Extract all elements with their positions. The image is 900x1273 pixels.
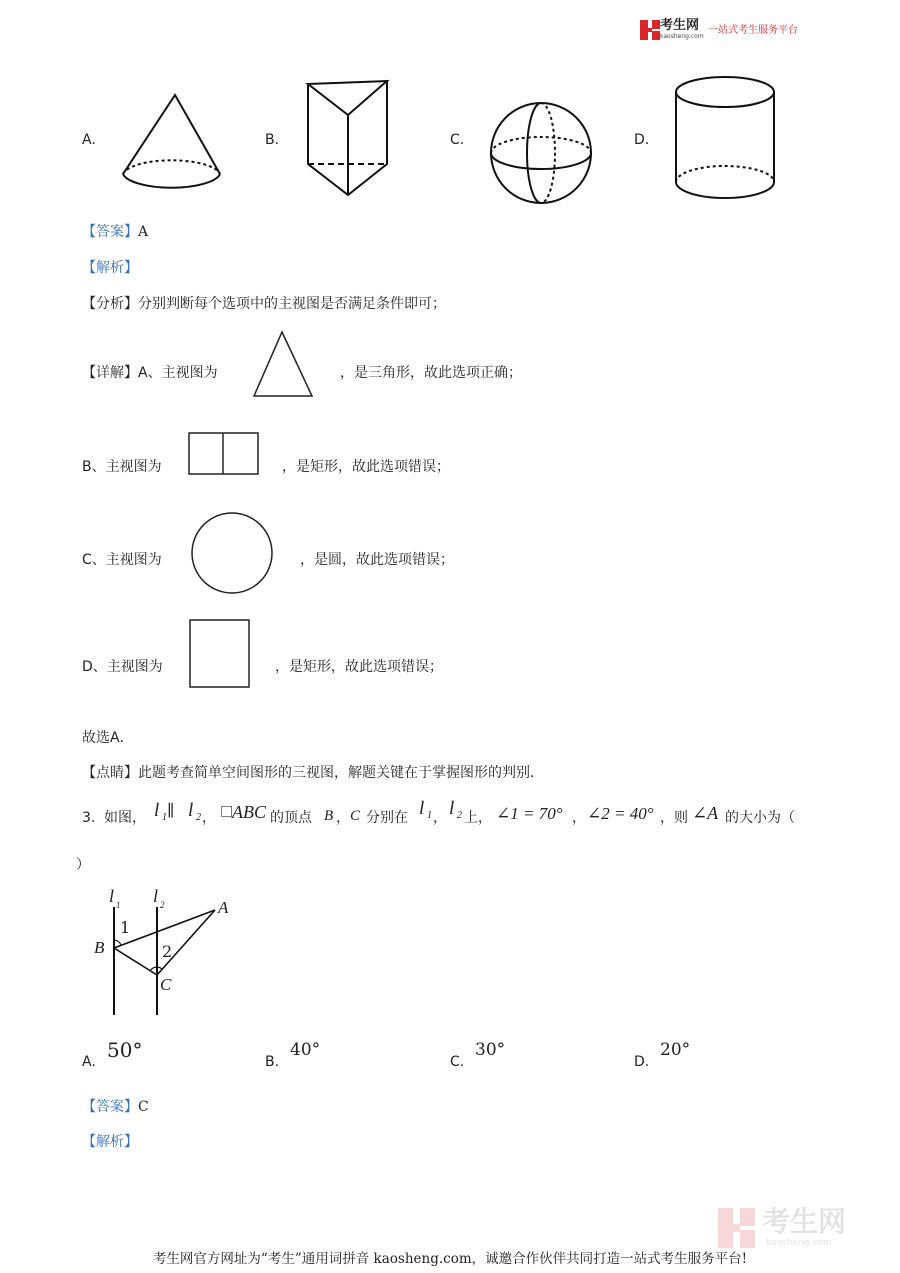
header-logo: [640, 18, 810, 42]
q2-option-c-letter: C.: [450, 132, 465, 148]
q3-triangle-box: □: [220, 803, 234, 819]
header-brand-sub: kaosheng.com: [660, 33, 704, 40]
fig-l2-letter: l: [153, 886, 159, 906]
q3-text-2: 的顶点: [270, 810, 312, 826]
detail-tag: 【详解】: [82, 365, 138, 381]
q3-number: 3.: [82, 810, 96, 826]
watermark-logo-icon: [718, 1208, 758, 1248]
q3-angle-1: ∠1 = 70°: [496, 804, 563, 823]
q2-answer-line: [82, 225, 148, 239]
q3-comma-3: ，: [433, 810, 447, 826]
rectangle-front-view-d: [189, 619, 251, 689]
q2-fenxi-line: [82, 297, 446, 311]
fenxi-tag: 【分析】: [82, 296, 138, 312]
q3-option-a-letter: A.: [82, 1054, 96, 1070]
detail-c-suffix: ，是圆，故此选项错误；: [300, 552, 454, 568]
detail-a-suffix: ，是三角形，故此选项正确；: [340, 365, 522, 381]
detail-b-prefix: B、主视图为: [82, 459, 162, 475]
cylinder-figure: [672, 74, 782, 204]
q3-angle-2: ∠2 = 40°: [587, 804, 654, 823]
q2-detail-a: [82, 366, 218, 380]
q3-angle-a: ∠A: [692, 803, 719, 823]
q3-l2b-letter: l: [449, 798, 455, 819]
q3-analysis-tag: 【解析】: [82, 1134, 138, 1150]
q3-option-c-letter: C.: [450, 1054, 465, 1070]
q3-text-1: 如图，: [104, 810, 146, 826]
watermark-logo: [718, 1205, 888, 1250]
q3-answer-line: [82, 1100, 149, 1114]
q3-stem-line1: [82, 796, 822, 836]
watermark-brand-sub: kaosheng.com: [766, 1238, 832, 1248]
watermark-brand: 考生网: [762, 1205, 847, 1238]
q3-l2-letter: l: [188, 800, 194, 821]
q3-l1b-sub: 1: [427, 810, 432, 821]
sphere-figure: [488, 100, 598, 210]
q3-text-3: 分别在: [366, 810, 408, 826]
detail-d-prefix: D、主视图为: [82, 659, 163, 675]
fig-vertex-b: B: [94, 938, 105, 957]
q2-option-d-letter: D.: [634, 132, 650, 148]
page-footer: 考生网官方网址为“考生”通用词拼音 kaosheng.com，诚邀合作伙伴共同打造一站式考生服务平台!: [152, 1251, 748, 1267]
cone-figure: [118, 92, 228, 212]
q3-text-5: ，则: [660, 810, 688, 826]
kaosheng-logo-icon: [640, 20, 662, 40]
q3-l1-sub: 1: [162, 812, 167, 823]
fig-vertex-a: A: [218, 898, 229, 917]
q3-comma-1: ，: [202, 810, 216, 826]
q3-text-6: 的大小为（: [725, 810, 795, 826]
circle-front-view: [191, 511, 275, 595]
q2-option-b-letter: B.: [265, 132, 280, 148]
q3-comma-4: ，: [572, 810, 586, 826]
rectangle-front-view-b: [188, 432, 260, 476]
q3-answer-tag: 【答案】: [82, 1099, 138, 1115]
q3-comma-2: ，: [336, 810, 350, 826]
q3-l2b-sub: 2: [457, 810, 462, 821]
q3-vertex-b: B: [324, 808, 334, 824]
q2-analysis-tag: 【解析】: [82, 260, 138, 276]
q3-option-d-letter: D.: [634, 1054, 650, 1070]
answer-tag: 【答案】: [82, 224, 138, 240]
q3-option-b-letter: B.: [265, 1054, 280, 1070]
q3-geometry-figure: [90, 885, 240, 1020]
triangle-front-view: [252, 330, 316, 400]
q3-option-b-value: 40°: [290, 1040, 321, 1060]
q3-close-paren: ）: [76, 857, 90, 873]
fig-l2-sub: 2: [160, 900, 165, 910]
fig-l1-letter: l: [109, 886, 115, 906]
q3-abc: ABC: [232, 802, 266, 822]
q2-conclusion: 故选A．: [82, 730, 134, 746]
fig-angle-1-label: 1: [120, 918, 131, 937]
detail-a-prefix: A、主视图为: [138, 365, 218, 381]
header-slogan: 一站式考生服务平台: [708, 25, 798, 36]
q3-option-c-value: 30°: [475, 1040, 506, 1060]
dianjing-tag: 【点睛】: [82, 765, 138, 781]
fenxi-text: 分别判断每个选项中的主视图是否满足条件即可；: [138, 296, 446, 312]
q2-option-a-letter: A.: [82, 132, 96, 148]
q3-answer-value: C: [138, 1099, 149, 1115]
q3-l1-letter: l: [154, 800, 160, 821]
dianjing-text: 此题考查简单空间图形的三视图，解题关键在于掌握图形的判别．: [138, 765, 544, 781]
detail-b-suffix: ，是矩形，故此选项错误；: [282, 459, 450, 475]
q3-text-4: 上，: [464, 810, 492, 826]
q3-option-d-value: 20°: [660, 1040, 691, 1060]
fig-angle-2-label: 2: [162, 942, 173, 961]
triangular-prism-figure: [305, 78, 395, 198]
fig-vertex-c: C: [160, 975, 172, 994]
q3-parallel: ∥: [167, 803, 175, 820]
header-brand: 考生网: [660, 18, 700, 33]
q3-option-a-value: 50°: [107, 1038, 143, 1062]
q3-l1b-letter: l: [419, 798, 425, 819]
detail-c-prefix: C、主视图为: [82, 552, 162, 568]
q2-dianjing-line: [82, 766, 544, 780]
detail-d-suffix: ，是矩形，故此选项错误；: [275, 659, 443, 675]
q3-vertex-c: C: [350, 808, 361, 824]
q3-l2-sub: 2: [196, 812, 201, 823]
answer-value: A: [138, 224, 149, 240]
fig-l1-sub: 1: [116, 900, 121, 910]
